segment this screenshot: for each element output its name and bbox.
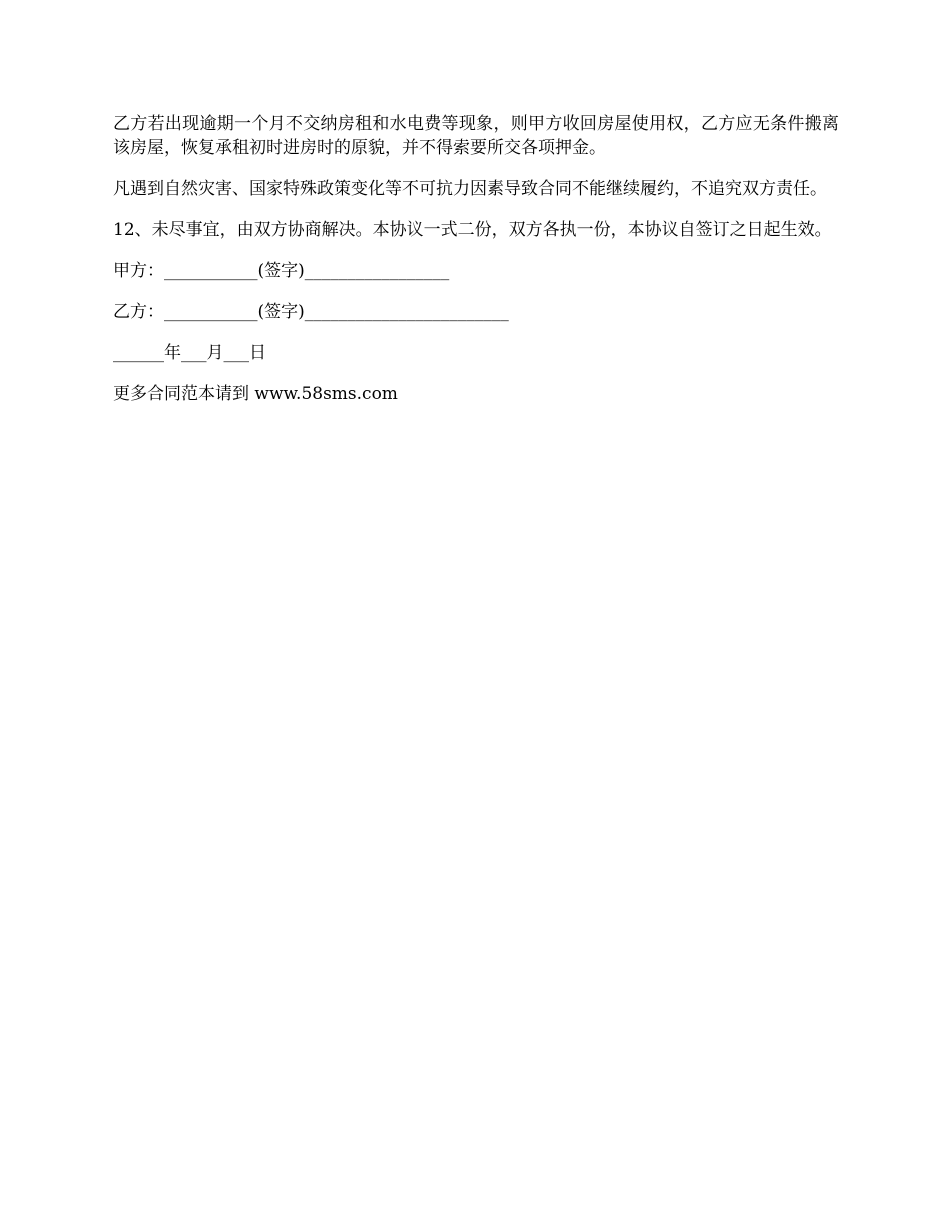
paragraph-force-majeure: 凡遇到自然灾害、国家特殊政策变化等不可抗力因素导致合同不能继续履约，不追究双方责任。 xyxy=(113,179,827,199)
footer-more-templates: 更多合同范本请到 www.58sms.com xyxy=(113,384,398,404)
paragraph-clause-12: 12、未尽事宜，由双方协商解决。本协议一式二份，双方各执一份，本协议自签订之日起生效。 xyxy=(113,220,832,240)
date-line: ______年___月___日 xyxy=(113,343,266,363)
paragraph-overdue-rent: 乙方若出现逾期一个月不交纳房租和水电费等现象，则甲方收回房屋使用权，乙方应无条件搬离该房屋，恢复承租初时进房时的原貌，并不得索要所交各项押金。 xyxy=(113,114,839,158)
party-b-signature-line: 乙方：___________(签字)________________________ xyxy=(113,302,509,322)
party-a-signature-line: 甲方：___________(签字)_________________ xyxy=(113,261,450,281)
document-body xyxy=(113,112,839,423)
